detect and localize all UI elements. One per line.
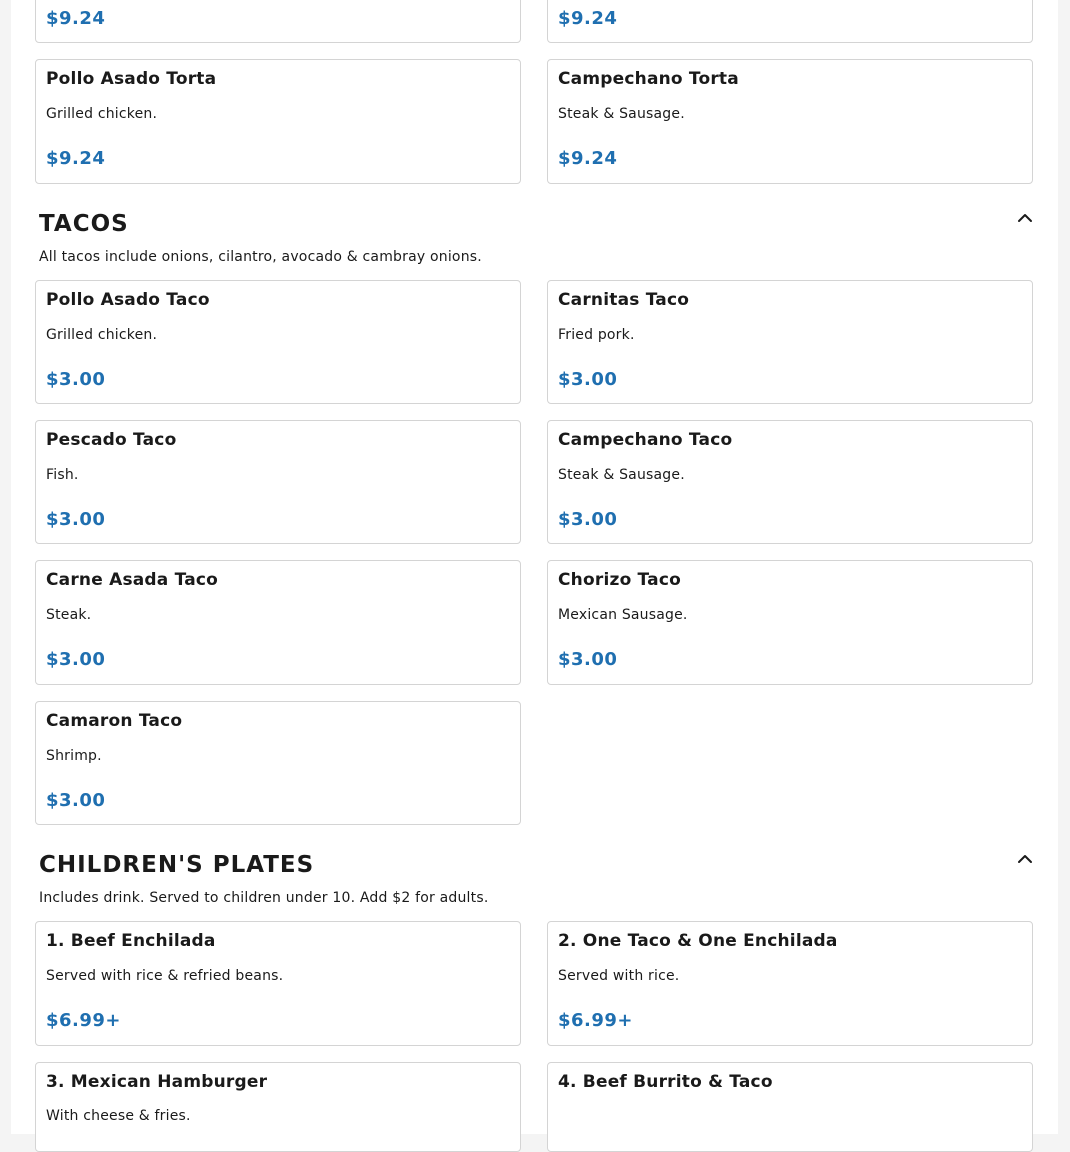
item-name: Campechano Taco bbox=[558, 430, 733, 450]
menu-item-card[interactable] bbox=[35, 921, 521, 1046]
section-title-childrens-plates: CHILDREN'S PLATES bbox=[39, 852, 315, 878]
item-name: Pescado Taco bbox=[46, 430, 177, 450]
item-price: $3.00 bbox=[558, 369, 618, 390]
item-price: $3.00 bbox=[46, 649, 106, 670]
item-price: $9.24 bbox=[558, 8, 618, 29]
item-description: Steak. bbox=[46, 607, 92, 623]
item-price: $3.00 bbox=[46, 509, 106, 530]
chevron-up-icon[interactable] bbox=[1015, 849, 1035, 869]
menu-item-card[interactable] bbox=[35, 0, 521, 43]
item-description: Fried pork. bbox=[558, 327, 635, 343]
menu-page bbox=[11, 0, 1058, 1134]
item-description: Steak & Sausage. bbox=[558, 467, 685, 483]
item-description: Served with rice. bbox=[558, 968, 680, 984]
menu-item-card[interactable] bbox=[35, 420, 521, 544]
item-description: Fish. bbox=[46, 467, 79, 483]
item-price: $3.00 bbox=[558, 649, 618, 670]
menu-item-card[interactable] bbox=[547, 59, 1033, 184]
menu-item-card[interactable] bbox=[35, 560, 521, 685]
item-name: Carnitas Taco bbox=[558, 290, 690, 310]
item-price: $3.00 bbox=[46, 790, 106, 811]
item-name: 2. One Taco & One Enchilada bbox=[558, 931, 838, 951]
menu-item-card[interactable] bbox=[547, 560, 1033, 685]
item-price: $9.24 bbox=[46, 148, 106, 169]
section-title-tacos: TACOS bbox=[39, 211, 129, 237]
menu-item-card[interactable] bbox=[35, 280, 521, 404]
item-name: 3. Mexican Hamburger bbox=[46, 1072, 268, 1092]
item-price: $3.00 bbox=[558, 509, 618, 530]
item-description: Steak & Sausage. bbox=[558, 106, 685, 122]
item-price: $9.24 bbox=[558, 148, 618, 169]
item-name: Pollo Asado Torta bbox=[46, 69, 217, 89]
item-name: Carne Asada Taco bbox=[46, 570, 219, 590]
menu-item-card[interactable] bbox=[547, 280, 1033, 404]
item-price: $6.99+ bbox=[46, 1010, 122, 1031]
chevron-up-icon[interactable] bbox=[1015, 208, 1035, 228]
item-price: $6.99+ bbox=[558, 1010, 634, 1031]
item-price: $3.00 bbox=[46, 369, 106, 390]
menu-item-card[interactable] bbox=[547, 420, 1033, 544]
item-name: 1. Beef Enchilada bbox=[46, 931, 216, 951]
item-description: Served with rice & refried beans. bbox=[46, 968, 284, 984]
menu-item-card[interactable] bbox=[547, 1062, 1033, 1152]
item-description: Grilled chicken. bbox=[46, 106, 158, 122]
menu-item-card[interactable] bbox=[547, 0, 1033, 43]
menu-item-card[interactable] bbox=[35, 59, 521, 184]
menu-item-card[interactable] bbox=[35, 701, 521, 825]
item-name: Camaron Taco bbox=[46, 711, 183, 731]
section-subtitle-childrens-plates: Includes drink. Served to children under 10. Add $2 for adults. bbox=[39, 890, 489, 906]
item-name: 4. Beef Burrito & Taco bbox=[558, 1072, 773, 1092]
item-price: $9.24 bbox=[46, 8, 106, 29]
item-name: Campechano Torta bbox=[558, 69, 739, 89]
menu-item-card[interactable] bbox=[35, 1062, 521, 1152]
item-description: Grilled chicken. bbox=[46, 327, 158, 343]
item-description: Mexican Sausage. bbox=[558, 607, 688, 623]
item-description: Shrimp. bbox=[46, 748, 102, 764]
menu-item-card[interactable] bbox=[547, 921, 1033, 1046]
item-name: Pollo Asado Taco bbox=[46, 290, 210, 310]
item-name: Chorizo Taco bbox=[558, 570, 681, 590]
section-subtitle-tacos: All tacos include onions, cilantro, avocado & cambray onions. bbox=[39, 249, 482, 265]
item-description: With cheese & fries. bbox=[46, 1108, 191, 1124]
